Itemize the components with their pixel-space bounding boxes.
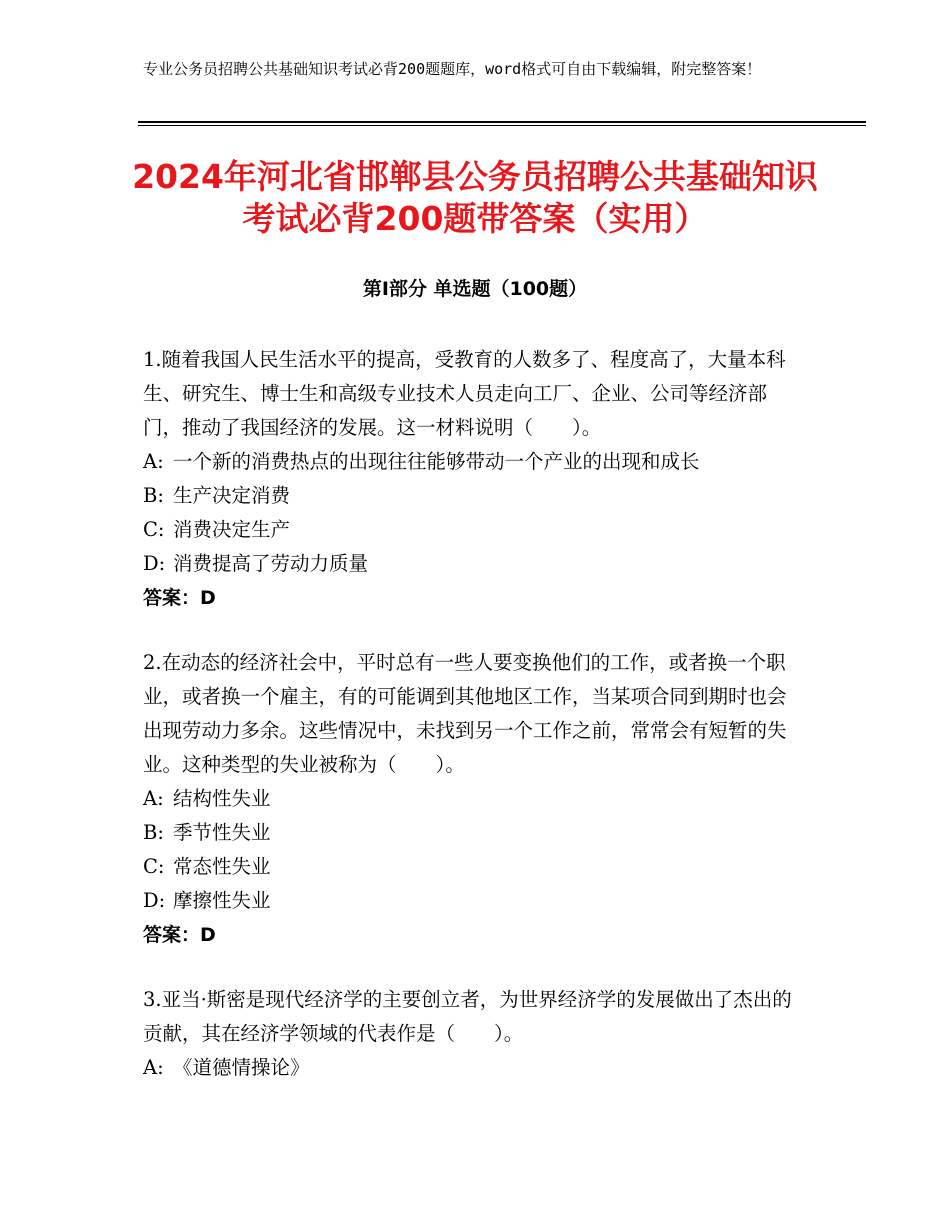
question-2-option-a [143,782,803,816]
option-text: 消费决定生产 [173,518,291,541]
document-title: 2024年河北省邯郸县公务员招聘公共基础知识考试必背200题带答案（实用） [132,157,818,238]
question-list [143,343,803,1116]
question-1-answer: 答案：D [143,587,216,609]
question-2-option-d [143,884,803,918]
section-heading: 第Ⅰ部分 单选题（100题） [362,278,588,300]
option-key: A: [143,450,164,473]
option-text: 摩擦性失业 [173,889,271,912]
question-1-option-c [143,513,803,547]
question-3-text: 3.亚当·斯密是现代经济学的主要创立者，为世界经济学的发展做出了杰出的贡献，其在经济学领域的代表作是（ ）。 [143,988,792,1045]
header-rule-thin [138,125,866,126]
question-2 [143,646,803,952]
header-note: 专业公务员招聘公共基础知识考试必背200题题库，word格式可自由下载编辑，附完整答案！ [143,60,762,78]
option-text: 季节性失业 [173,821,271,844]
question-2-text: 2.在动态的经济社会中，平时总有一些人要变换他们的工作，或者换一个职业，或者换一个雇主，有的可能调到其他地区工作，当某项合同到期时也会出现劳动力多余。这些情况中，未找到另一个工作之前，常常会有短暂的失业。这种类型的失业被称为（ ）。 [143,651,787,776]
question-1-text: 1.随着我国人民生活水平的提高，受教育的人数多了、程度高了，大量本科生、研究生、博士生和高级专业技术人员走向工厂、企业、公司等经济部门，推动了我国经济的发展。这一材料说明（ ）。 [143,348,786,439]
header-rule-thick [138,121,866,123]
option-key: D: [143,552,166,575]
question-1 [143,343,803,615]
option-key: A: [143,1056,164,1079]
question-1-option-d [143,547,803,581]
option-key: A: [143,787,164,810]
option-key: D: [143,889,166,912]
option-text: 一个新的消费热点的出现往往能够带动一个产业的出现和成长 [173,450,700,473]
option-text: 生产决定消费 [173,484,291,507]
question-3 [143,983,803,1085]
option-text: 常态性失业 [173,855,271,878]
option-key: C: [143,518,165,541]
question-2-option-c [143,850,803,884]
question-1-option-a [143,445,803,479]
option-key: B: [143,484,164,507]
question-1-option-b [143,479,803,513]
option-text: 结构性失业 [173,787,271,810]
option-key: B: [143,821,164,844]
option-text: 消费提高了劳动力质量 [173,552,369,575]
question-3-option-a [143,1051,803,1085]
question-2-option-b [143,816,803,850]
question-2-answer: 答案：D [143,924,216,946]
option-key: C: [143,855,165,878]
option-text: 《道德情操论》 [173,1056,310,1079]
